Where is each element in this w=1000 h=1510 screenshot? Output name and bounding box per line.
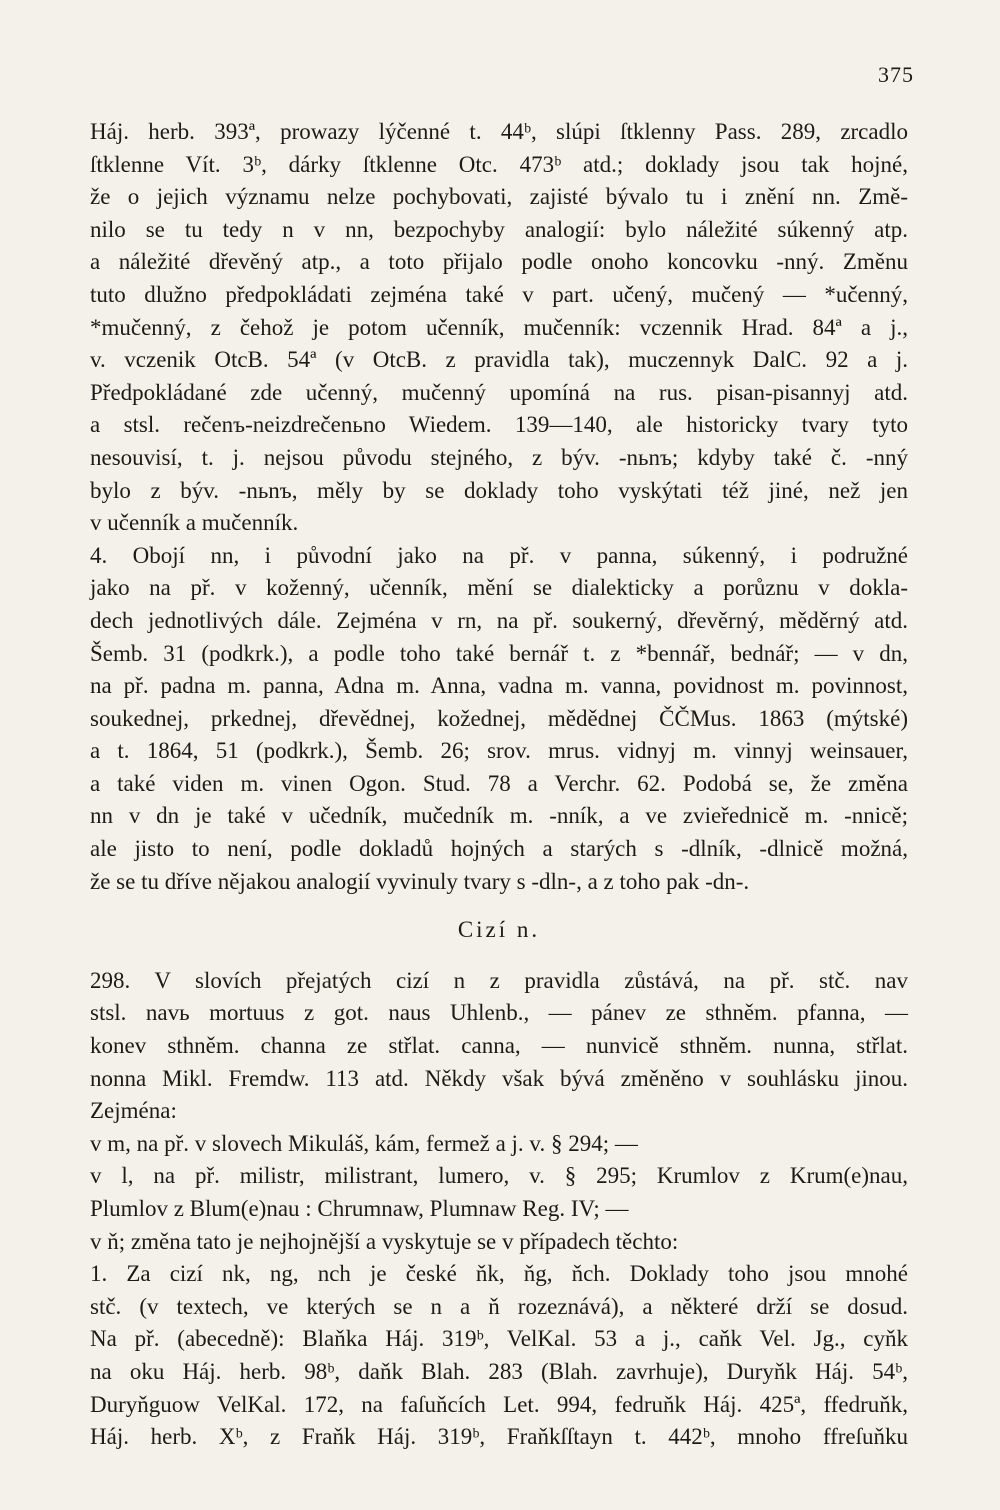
text-line: na oku Háj. herb. 98ᵇ, daňk Blah. 283 (Blah. zavrhuje), Duryňk Háj. 54ᵇ, xyxy=(90,1358,908,1384)
text-line: a t. 1864, 51 (podkrk.), Šemb. 26; srov. mrus. vidnyj m. vinnyj weinsauer, xyxy=(90,738,908,764)
text-line: Předpokládané zde učenný, mučenný upomíná na rus. pisan-pisannyj atd. xyxy=(90,379,908,405)
text-line: Šemb. 31 (podkrk.), a podle toho také bernář t. z *bennář, bednář; — v dn, xyxy=(90,640,908,666)
text-line: 1. Za cizí nk, ng, nch je české ňk, ňg, ňch. Doklady toho jsou mnohé xyxy=(90,1261,908,1287)
text-line: soukednej, prkednej, dřevědnej, kožednej, mědědnej ČČMus. 1863 (mýtské) xyxy=(90,705,908,731)
text-line: nilo se tu tedy n v nn, bezpochyby analogií: bylo náležité súkenný atp. xyxy=(90,216,908,242)
text-line: stsl. navь mortuus z got. naus Uhlenb., — pánev ze sthněm. pfanna, — xyxy=(90,1000,908,1026)
text-line: nn v dn je také v učedník, mučedník m. -nník, a ve zvieřednicě m. -nnicě; xyxy=(90,803,908,829)
text-line: v m, na př. v slovech Mikuláš, kám, fermež a j. v. § 294; — xyxy=(90,1130,638,1156)
text-line: v l, na př. milistr, milistrant, lumero, v. § 295; Krumlov z Krum(e)nau, xyxy=(90,1163,908,1189)
text-line: dech jednotlivých dále. Zejména v rn, na př. soukerný, dřevěrný, měděrný atd. xyxy=(90,607,908,633)
text-line: Háj. herb. 393ª, prowazy lýčenné t. 44ᵇ, slúpi ſtklenny Pass. 289, zrcadlo xyxy=(90,119,908,144)
text-line: v. vczenik OtcB. 54ª (v OtcB. z pravidla tak), muczennyk DalC. 92 a j. xyxy=(90,347,908,373)
page-number: 375 xyxy=(878,62,914,87)
text-line: že se tu dříve nějakou analogií vyvinuly tvary s -dln-, a z toho pak -dn-. xyxy=(90,868,750,894)
text-line: a také viden m. vinen Ogon. Stud. 78 a Verchr. 62. Podobá se, že změna xyxy=(90,770,908,796)
text-line: *mučenný, z čehož je potom učenník, mučenník: vczennik Hrad. 84ª a j., xyxy=(90,314,908,340)
text-line: v ň; změna tato je nejhojnější a vyskytuje se v případech těchto: xyxy=(90,1228,679,1254)
text-line: a náležité dřevěný atp., a toto přijalo podle onoho koncovku -nný. Změnu xyxy=(90,249,908,275)
text-line: na př. padna m. panna, Adna m. Anna, vadna m. vanna, povidnost m. povinnost, xyxy=(90,673,908,699)
text-line: a stsl. rečenъ-neizdrečenьno Wiedem. 139—140, ale historicky tvary tyto xyxy=(90,412,908,438)
text-line: stč. (v textech, ve kterých se n a ň rozeznává), a některé drží se dosud. xyxy=(90,1293,908,1319)
text-line: konev sthněm. channa ze střlat. canna, — nunvicě sthněm. nunna, střlat. xyxy=(90,1033,908,1059)
text-line: tuto dlužno předpokládati zejména také v part. učený, mučený — *učenný, xyxy=(90,281,908,307)
body-text xyxy=(90,116,908,1454)
text-line: že o jejich významu nelze pochybovati, zajisté bývalo tu i znění nn. Změ- xyxy=(90,184,908,210)
text-line: ale jisto to není, podle dokladů hojných a starých s -dlník, -dlnicě možná, xyxy=(90,836,908,862)
text-line: v učenník a mučenník. xyxy=(90,510,299,536)
text-line: 4. Obojí nn, i původní jako na př. v panna, súkenný, i podružné xyxy=(90,542,908,568)
text-line: Zejména: xyxy=(90,1098,177,1124)
text-line: nesouvisí, t. j. nejsou původu stejného, z býv. -nьnъ; kdyby také č. -nný xyxy=(90,444,908,470)
section-heading: Cizí n. xyxy=(457,917,541,943)
text-line: jako na př. v koženný, učenník, mění se dialekticky a porůznu v dokla- xyxy=(90,575,908,601)
text-line: Plumlov z Blum(e)nau : Chrumnaw, Plumnaw Reg. IV; — xyxy=(90,1196,629,1221)
text-line: Háj. herb. Xᵇ, z Fraňk Háj. 319ᵇ, Fraňkſſtayn t. 442ᵇ, mnoho ffreſuňku xyxy=(90,1424,908,1450)
text-line: Na př. (abecedně): Blaňka Háj. 319ᵇ, VelKal. 53 a j., caňk Vel. Jg., cyňk xyxy=(90,1326,908,1352)
text-line: ſtklenne Vít. 3ᵇ, dárky ſtklenne Otc. 473ᵇ atd.; doklady jsou tak hojné, xyxy=(90,151,908,177)
text-line: Duryňguow VelKal. 172, na faſuňcích Let. 994, fedruňk Háj. 425ª, ffedruňk, xyxy=(90,1391,908,1417)
text-line: 298. V slovích přejatých cizí n z pravidla zůstává, na př. stč. nav xyxy=(90,967,908,993)
text-line: nonna Mikl. Fremdw. 113 atd. Někdy však bývá změněno v souhlásku jinou. xyxy=(90,1065,908,1091)
text-line: bylo z býv. -nьnъ, měly by se doklady toho vyskýtati též jiné, než jen xyxy=(90,477,908,503)
